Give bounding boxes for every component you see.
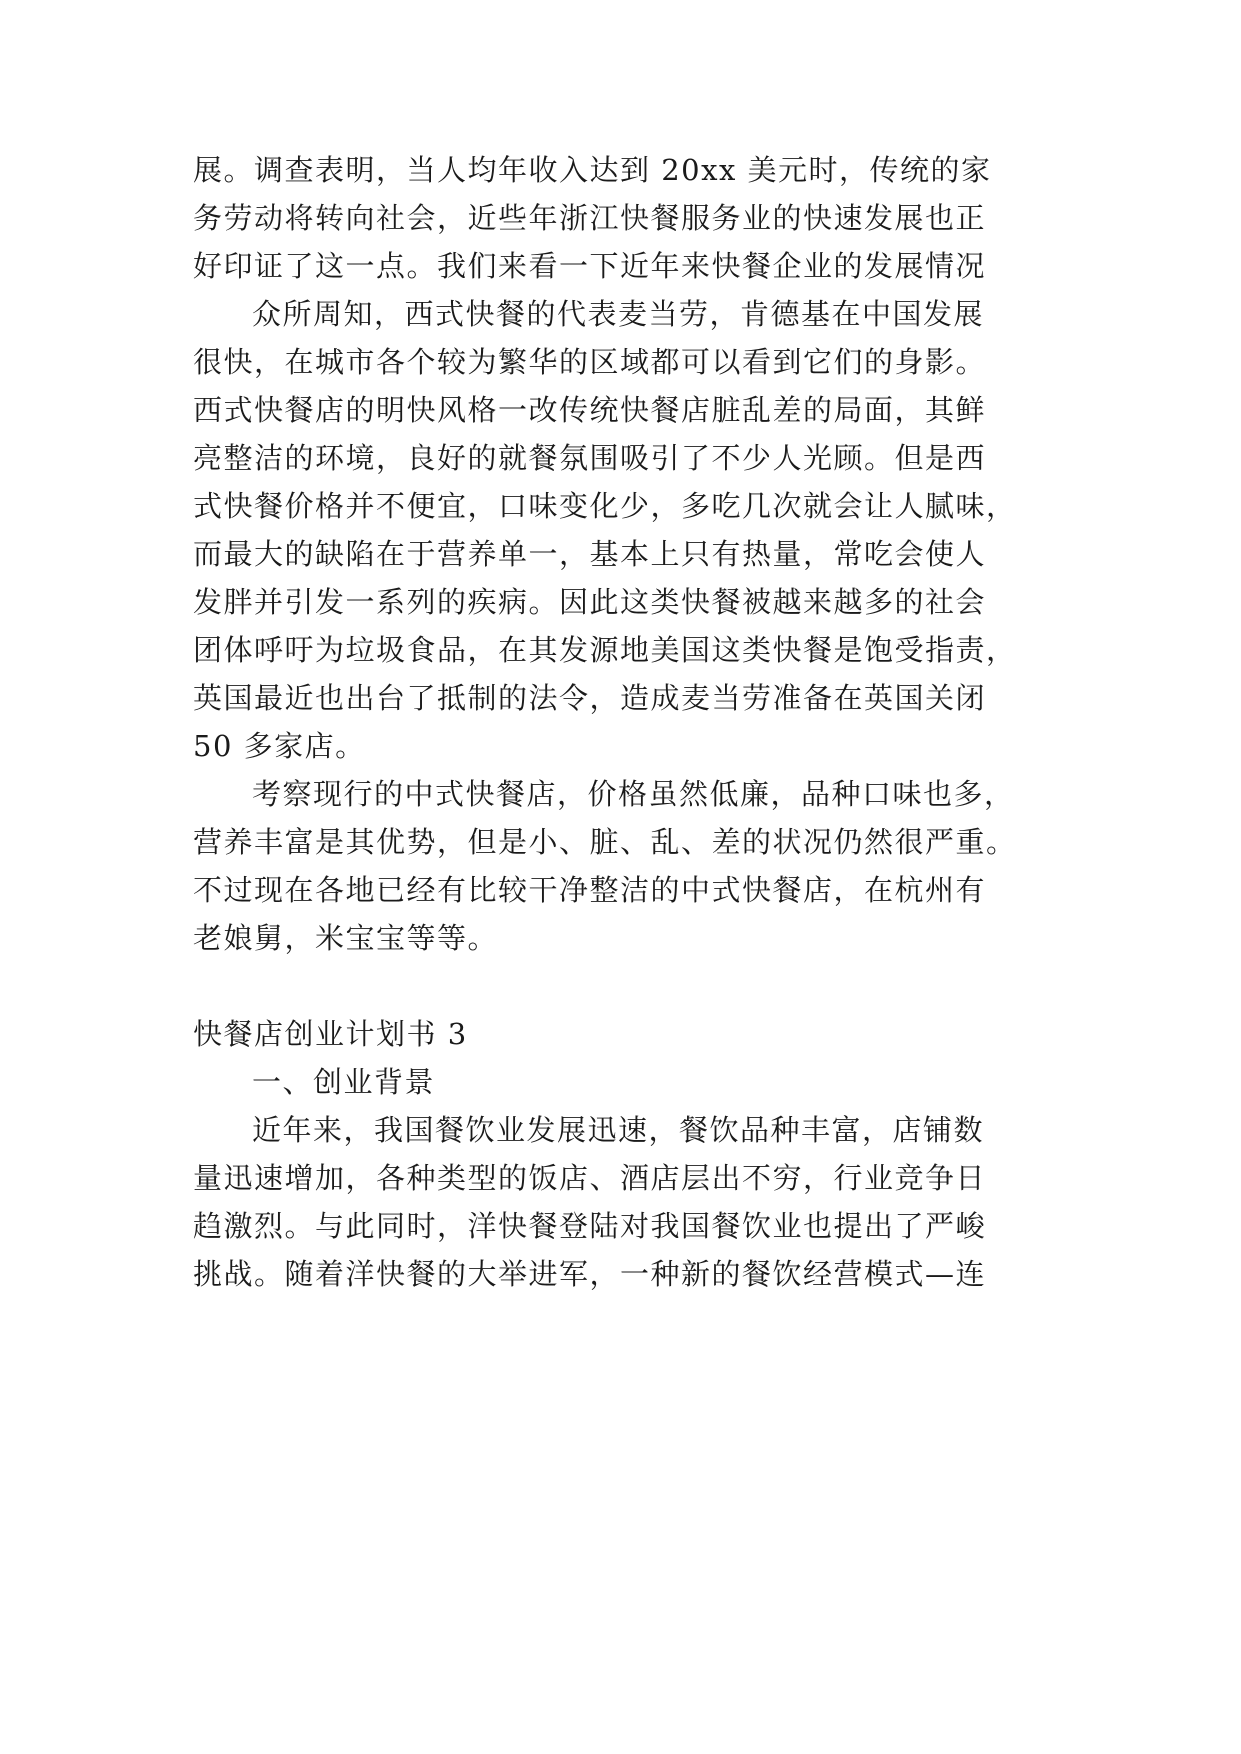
text-line: 挑战。随着洋快餐的大举进军，一种新的餐饮经营模式—连 (193, 1257, 987, 1291)
text-line: 量迅速增加，各种类型的饭店、酒店层出不穷，行业竞争日 (193, 1161, 987, 1195)
text-line: 英国最近也出台了抵制的法令，造成麦当劳准备在英国关闭 (193, 681, 987, 715)
text-line: 务劳动将转向社会，近些年浙江快餐服务业的快速发展也正 (193, 201, 987, 235)
text-line: 营养丰富是其优势，但是小、脏、乱、差的状况仍然很严重。 (193, 825, 1017, 859)
section-heading: 一、创业背景 (252, 1065, 436, 1099)
text-line: 50 多家店。 (193, 729, 366, 763)
text-line: 亮整洁的环境，良好的就餐氛围吸引了不少人光顾。但是西 (193, 441, 987, 475)
text-line: 不过现在各地已经有比较干净整洁的中式快餐店，在杭州有 (193, 873, 987, 907)
text-line: 团体呼吁为垃圾食品，在其发源地美国这类快餐是饱受指责， (193, 633, 1017, 667)
text-line: 好印证了这一点。我们来看一下近年来快餐企业的发展情况 (193, 249, 987, 283)
section-title: 快餐店创业计划书 3 (193, 1017, 468, 1051)
text-line: 西式快餐店的明快风格一改传统快餐店脏乱差的局面，其鲜 (193, 393, 987, 427)
paragraph-first-line: 考察现行的中式快餐店，价格虽然低廉，品种口味也多， (252, 777, 1015, 811)
text-line: 展。调查表明，当人均年收入达到 20xx 美元时，传统的家 (193, 153, 992, 187)
text-line: 很快，在城市各个较为繁华的区域都可以看到它们的身影。 (193, 345, 987, 379)
text-line: 发胖并引发一系列的疾病。因此这类快餐被越来越多的社会 (193, 585, 987, 619)
text-line: 式快餐价格并不便宜，口味变化少，多吃几次就会让人腻味， (193, 489, 1017, 523)
paragraph-first-line: 近年来，我国餐饮业发展迅速，餐饮品种丰富，店铺数 (252, 1113, 985, 1147)
text-line: 老娘舅，米宝宝等等。 (193, 921, 499, 955)
text-line: 而最大的缺陷在于营养单一，基本上只有热量，常吃会使人 (193, 537, 987, 571)
text-line: 趋激烈。与此同时，洋快餐登陆对我国餐饮业也提出了严峻 (193, 1209, 987, 1243)
paragraph-first-line: 众所周知，西式快餐的代表麦当劳，肯德基在中国发展 (252, 297, 985, 331)
